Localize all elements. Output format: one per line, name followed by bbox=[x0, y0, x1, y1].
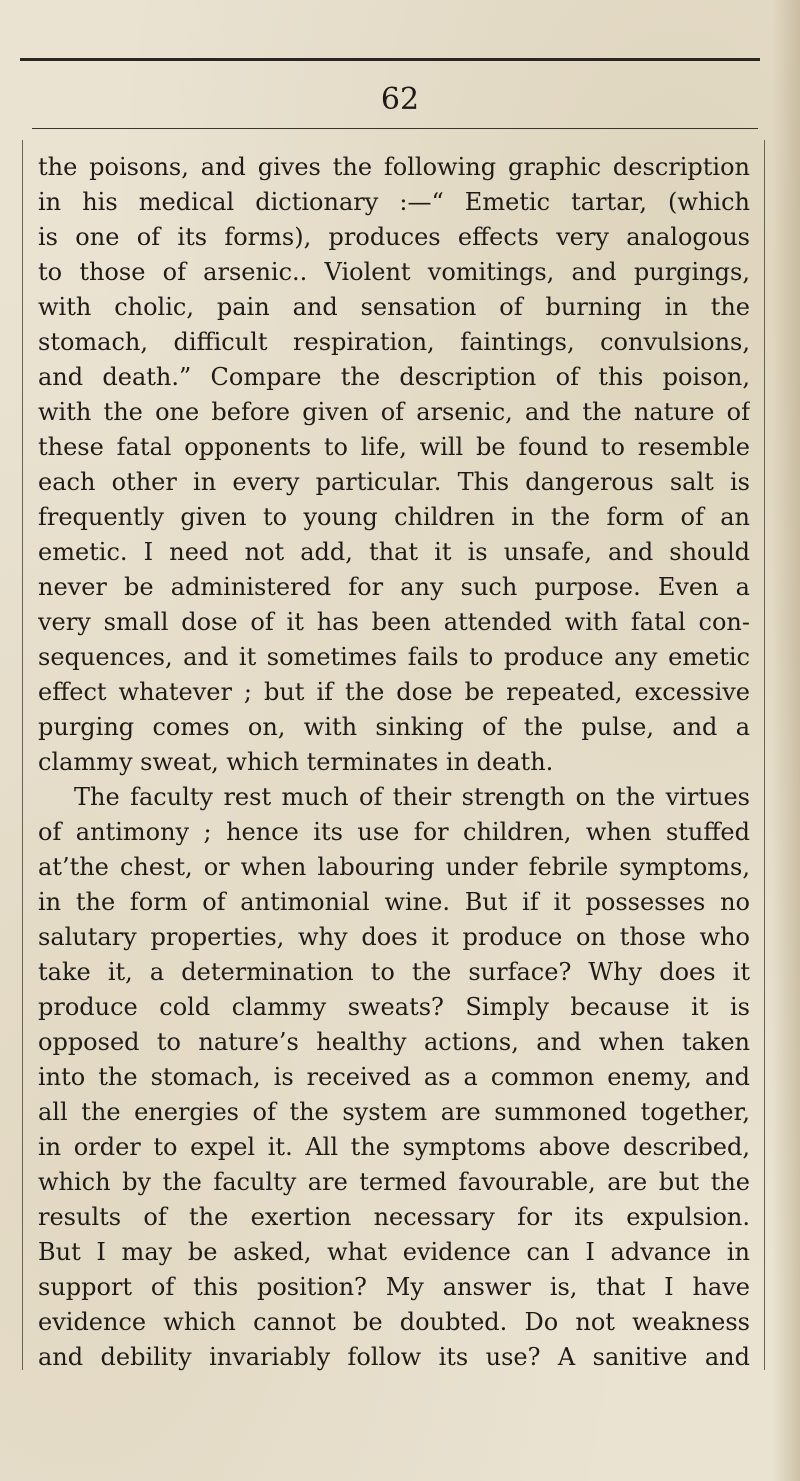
left-margin-rule bbox=[22, 140, 23, 1370]
text-line: at’the chest, or when labouring under febrile symptoms, bbox=[38, 853, 750, 881]
text-line: effect whatever ; but if the dose be repeated, excessive bbox=[38, 678, 750, 706]
text-line: with the one before given of arsenic, and the nature of bbox=[38, 398, 750, 426]
text-line: with cholic, pain and sensation of burning in the bbox=[38, 293, 750, 321]
text-line: produce cold clammy sweats? Simply because it is bbox=[38, 993, 750, 1021]
text-line: purging comes on, with sinking of the pulse, and a bbox=[38, 713, 750, 741]
text-line: in his medical dictionary :—“ Emetic tartar, (which bbox=[38, 188, 750, 216]
text-line: and debility invariably follow its use? A sanitive and bbox=[38, 1343, 750, 1371]
text-line: evidence which cannot be doubted. Do not weakness bbox=[38, 1308, 750, 1336]
page-edge-shadow bbox=[772, 0, 800, 1481]
top-rule bbox=[20, 58, 760, 61]
text-line: emetic. I need not add, that it is unsafe, and should bbox=[38, 538, 750, 566]
text-line: frequently given to young children in the form of an bbox=[38, 503, 750, 531]
header-rule bbox=[32, 128, 758, 129]
text-line: salutary properties, why does it produce on those who bbox=[38, 923, 750, 951]
text-line: all the energies of the system are summoned together, bbox=[38, 1098, 750, 1126]
text-line: results of the exertion necessary for its expulsion. bbox=[38, 1203, 750, 1231]
text-line: and death.” Compare the description of this poison, bbox=[38, 363, 750, 391]
page-number: 62 bbox=[380, 82, 420, 117]
text-line: of antimony ; hence its use for children, when stuffed bbox=[38, 818, 750, 846]
text-line: which by the faculty are termed favourable, are but the bbox=[38, 1168, 750, 1196]
text-line: is one of its forms), produces effects very analogous bbox=[38, 223, 750, 251]
text-line: to those of arsenic.. Violent vomitings, and purgings, bbox=[38, 258, 750, 286]
text-line: stomach, difficult respiration, faintings, convulsions, bbox=[38, 328, 750, 356]
text-line: the poisons, and gives the following graphic description bbox=[38, 153, 750, 181]
text-line: support of this position? My answer is, that I have bbox=[38, 1273, 750, 1301]
text-line: never be administered for any such purpose. Even a bbox=[38, 573, 750, 601]
text-line: take it, a determination to the surface? Why does it bbox=[38, 958, 750, 986]
text-line: into the stomach, is received as a common enemy, and bbox=[38, 1063, 750, 1091]
text-line: very small dose of it has been attended with fatal con- bbox=[38, 608, 750, 636]
text-line: these fatal opponents to life, will be found to resemble bbox=[38, 433, 750, 461]
right-margin-rule bbox=[764, 140, 765, 1370]
text-line: each other in every particular. This dangerous salt is bbox=[38, 468, 750, 496]
body-text bbox=[38, 150, 750, 1371]
text-line: opposed to nature’s healthy actions, and when taken bbox=[38, 1028, 750, 1056]
text-line: sequences, and it sometimes fails to produce any emetic bbox=[38, 643, 750, 671]
text-line: But I may be asked, what evidence can I advance in bbox=[38, 1238, 750, 1266]
text-line: clammy sweat, which terminates in death. bbox=[38, 748, 554, 776]
text-line: in the form of antimonial wine. But if it possesses no bbox=[38, 888, 750, 916]
text-line: in order to expel it. All the symptoms above described, bbox=[38, 1133, 750, 1161]
text-line: The faculty rest much of their strength on the virtues bbox=[74, 783, 750, 811]
